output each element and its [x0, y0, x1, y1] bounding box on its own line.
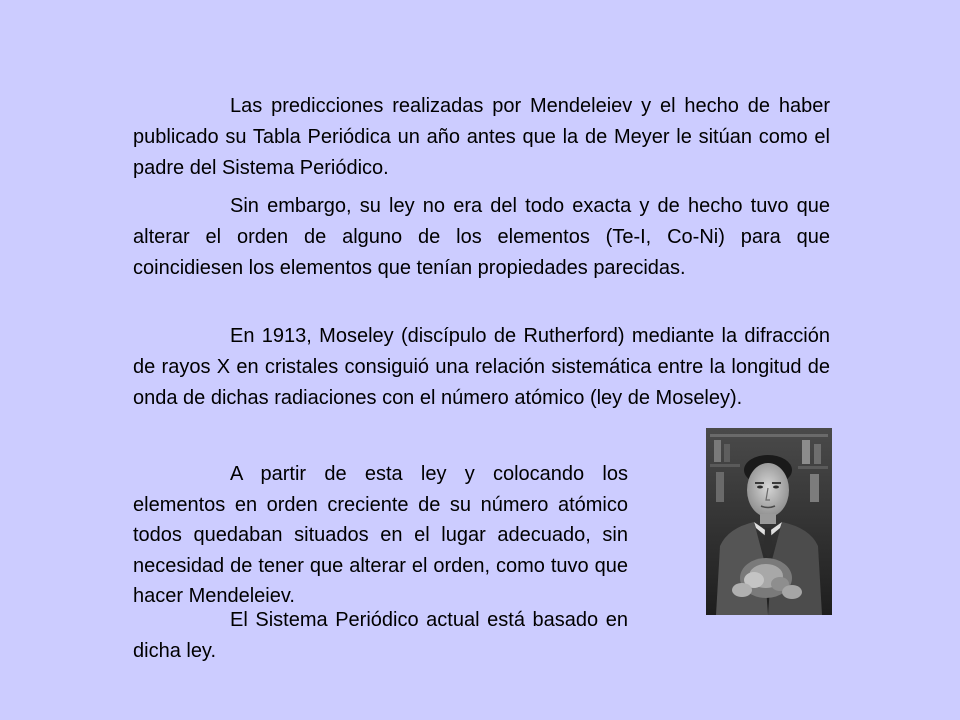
paragraph-text: A partir de esta ley y colocando los elementos en orden creciente de su número atómico todos quedaban situados en el lugar adecuado, sin necesidad de tener que alterar el orden, como tuvo que hacer Mendeleiev.: [133, 463, 628, 607]
paragraph-text: En 1913, Moseley (discípulo de Rutherford) mediante la difracción de rayos X en cristales consiguió una relación sistemática entre la longitud de onda de dichas radiaciones con el número atómico (ley de Moseley).: [133, 325, 830, 409]
paragraph-text: Las predicciones realizadas por Mendeleiev y el hecho de haber publicado su Tabla Periódica un año antes que la de Meyer le sitúan como el padre del Sistema Periódico.: [133, 95, 830, 179]
paragraph-mendeleiev-predictions: [133, 91, 830, 184]
paragraph-atomic-number-order: [133, 459, 628, 612]
moseley-portrait-photo: [706, 428, 832, 615]
paragraph-law-not-exact: [133, 191, 830, 284]
paragraph-text: El Sistema Periódico actual está basado en dicha ley.: [133, 609, 628, 662]
portrait-illustration: [706, 428, 832, 615]
paragraph-text: Sin embargo, su ley no era del todo exacta y de hecho tuvo que alterar el orden de alguno de los elementos (Te-I, Co-Ni) para que coincidiesen los elementos que tenían propiedades parecidas.: [133, 195, 830, 279]
paragraph-current-system: [133, 605, 628, 667]
paragraph-moseley: [133, 321, 830, 414]
